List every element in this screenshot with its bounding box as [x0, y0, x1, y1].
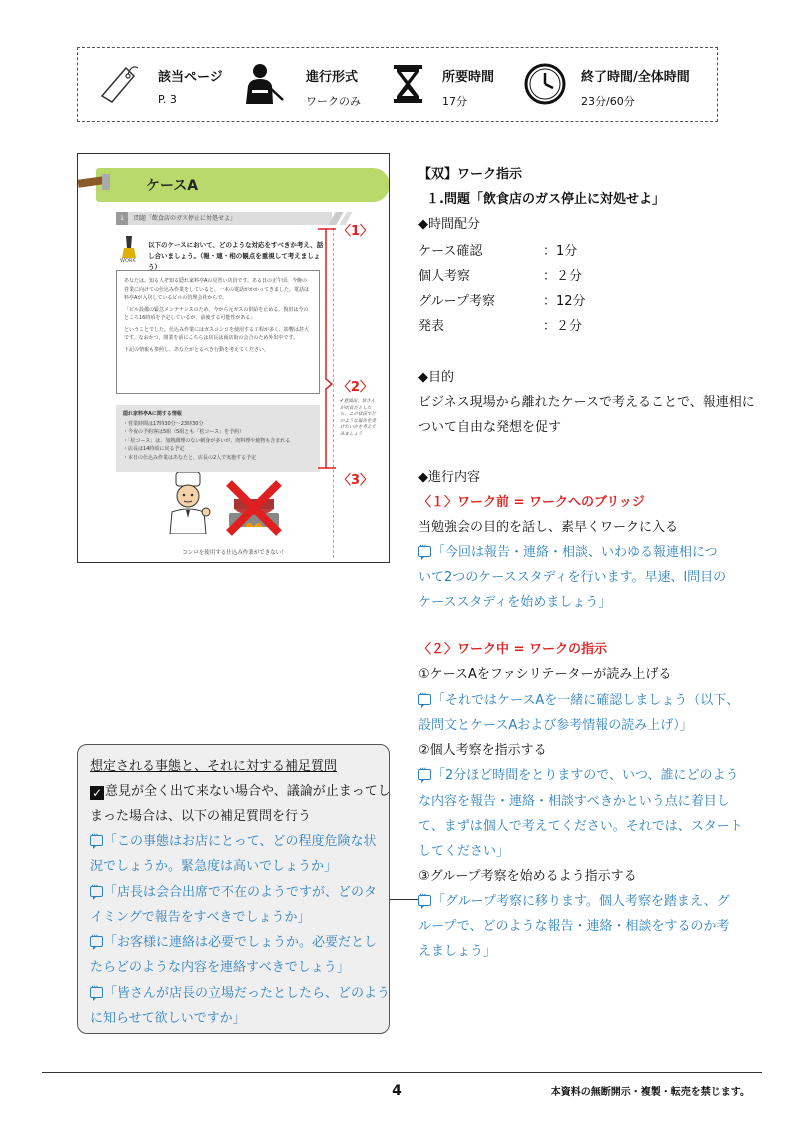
supplement-question — [90, 881, 377, 900]
case-paragraph: 「ビル設備の緊急メンテナンスのため、今から元ガスの供給を止める。復旧は今のところ16時頃を予定しているが、前後する可能性がある」 — [124, 306, 309, 321]
reference-item: ・「松コース」は、加熱調理のない刺身が多いが、肉料理や焼物も含まれる — [123, 437, 291, 444]
check-text: 意見が全く出て来ない場合や、議論が止まってし — [105, 784, 391, 799]
supplement-box — [77, 744, 390, 1034]
allocation-row — [418, 290, 718, 309]
purpose-title: ◆目的 — [418, 370, 454, 385]
allocation-name: 個人考察 — [418, 269, 471, 284]
tag-icon — [96, 62, 140, 106]
case-text-box — [116, 270, 320, 394]
question-text: 「店長は会合出席で不在のようですが、どのタ — [104, 885, 378, 900]
allocation-time: ：２分 — [543, 269, 583, 284]
presenter-icon — [240, 62, 284, 106]
instructions-heading: 【双】ワーク指示 — [418, 167, 523, 182]
step2-c-quote-line: ループで、どのような報告・連絡・相談をするのか考 — [418, 919, 730, 934]
step1-quote-line: ケーススタディを始めましょう」 — [418, 595, 612, 610]
supplement-question — [90, 982, 390, 1001]
allocation-time: ：２分 — [543, 319, 583, 334]
allocation-row — [418, 315, 718, 334]
step1-text: 当勉強会の目的を話し、素早くワークに入る — [418, 520, 679, 535]
supplement-question — [90, 931, 377, 950]
question-bar — [116, 212, 332, 225]
header-value: ワークのみ — [306, 95, 361, 108]
header-value: 17分 — [442, 95, 467, 108]
header-label: 該当ページ — [158, 70, 223, 85]
allocation-row — [418, 240, 718, 259]
allocation-name: ケース確認 — [418, 244, 483, 259]
case-a-thumbnail — [77, 153, 390, 563]
speech-bubble-icon — [90, 936, 103, 947]
paintbrush-icon — [78, 164, 126, 204]
supplement-question: イミングで報告をすべきでしょうか」 — [90, 910, 311, 925]
header-end-time — [523, 48, 719, 123]
connector-line — [390, 899, 418, 900]
case-banner-title: ケースA — [146, 178, 199, 194]
work-instruction: 以下のケースにおいて、どのような対応をすべきか考え、話し合いましょう。（報・連・相の観点を重視して考えましょう） — [148, 241, 324, 271]
speech-bubble-icon — [90, 886, 103, 897]
reference-item: ・今夜の予約客は5組（5組とも「松コース」を予約） — [123, 429, 245, 435]
supplement-question: たらどのような内容を連絡すべきでしょう」 — [90, 960, 350, 975]
supplement-check-line: まった場合は、以下の補足質問を行う — [90, 809, 312, 824]
info-header — [77, 47, 718, 122]
speech-bubble-icon — [418, 546, 431, 557]
quote-text: 「2分ほど時間をとりますので、いつ、誰にどのよう — [432, 768, 739, 783]
reference-item: ・営業時間は17時30分〜23時30分 — [123, 420, 204, 427]
reference-item: ・店長は14時頃に戻る予定 — [123, 446, 185, 452]
section-brackets — [316, 224, 336, 476]
supplement-title: 想定される事態と、それに対する補足質問 — [90, 759, 338, 774]
question-text: 問題「飲食店のガス停止に対処せよ」 — [134, 215, 237, 222]
case-paragraph: 下記の情報も参照し、あなたがとるべき行動を考えてください。 — [124, 346, 270, 353]
supplement-question: 況でしょうか。緊急度は高いでしょうか」 — [90, 859, 338, 874]
question-text: 「皆さんが店長の立場だったとしたら、どのよう — [104, 986, 391, 1001]
step2-c-quote-line: えましょう」 — [418, 944, 497, 959]
speech-bubble-icon — [418, 694, 431, 705]
allocation-name: 発表 — [418, 319, 445, 334]
step2-b-quote-line: な内容を報告・連絡・相談すべきかという点に着目し — [418, 794, 730, 809]
problem-title: １.問題「飲食店のガス停止に対処せよ」 — [426, 192, 665, 207]
reference-item: ・本日の仕込み作業はあなたと、店長の2人で実施する予定 — [123, 454, 257, 461]
side-note: ✔意図出：皆さんが店長だとしたら、この状況でどのような報告を受けたいかを考えてみましょう — [340, 399, 376, 437]
no-stove-icon — [223, 479, 285, 537]
allocation-time: ：1分 — [543, 244, 578, 259]
supplement-check-line — [90, 780, 391, 800]
reference-info-box — [116, 405, 320, 472]
bracket-label-1: 〈1〉 — [338, 224, 374, 239]
thumbnail-caption: コンロを使用する仕込み作業ができない！ — [182, 550, 287, 556]
progress-title: ◆進行内容 — [418, 470, 480, 485]
bracket-label-2: 〈2〉 — [338, 380, 374, 395]
question-number: 1 — [116, 212, 128, 225]
speech-bubble-icon — [90, 987, 103, 998]
header-page — [78, 48, 238, 123]
page-number: 4 — [392, 1083, 402, 1099]
step2-a-quote-line — [418, 689, 739, 708]
reference-title: 隠れ家料亭Aに関する情報 — [123, 411, 182, 417]
step2-title: 〈２〉ワーク中 = ワークの指示 — [418, 642, 607, 657]
step2-c: ③グループ考察を始めるよう指示する — [418, 869, 637, 884]
quote-text: 「それではケースAを一緒に確認しましょう（以下、 — [432, 693, 740, 708]
allocation-title: ◆時間配分 — [418, 217, 480, 232]
step2-b-quote-line — [418, 764, 739, 783]
bracket-label-3: 〈3〉 — [338, 473, 374, 488]
step1-quote-line: いて2つのケーススタディを行います。早速、l問目の — [418, 570, 727, 585]
speech-bubble-icon — [418, 769, 431, 780]
header-duration — [388, 48, 523, 123]
quote-text: 「グループ考察に移ります。個人考察を踏まえ、グ — [432, 894, 730, 909]
work-label: WORK — [120, 258, 136, 264]
step2-b-quote-line: してください」 — [418, 844, 510, 859]
case-paragraph: あなたは、知る人ぞ知る隠れ家料亭Aの見習い店員です。ある日の正午頃、今晩の営業に向けての仕込み作業をしていると、一本の電話がかかってきました。電話は料亭Aが入居しているビルの管理会社からで、 — [124, 278, 310, 301]
header-label: 進行形式 — [306, 70, 359, 85]
question-text: 「お客様に連絡は必要でしょうか。必要だとし — [104, 935, 378, 950]
case-paragraph: ということでした。仕込み作業にはガスコンロを使用する工程が多く、影響は甚大です。なおかつ、閉業を前にこちらは店長は商店街の会合のため外出中です。 — [124, 326, 309, 341]
speech-bubble-icon — [418, 895, 431, 906]
chef-illustration — [164, 472, 212, 534]
supplement-question: に知らせて欲しいですか」 — [90, 1011, 246, 1026]
header-format — [238, 48, 388, 123]
step2-a: ①ケースAをファシリテーターが読み上げる — [418, 667, 672, 682]
step2-b: ②個人考察を指示する — [418, 743, 547, 758]
header-value: 23分/60分 — [581, 95, 635, 108]
hourglass-icon — [386, 62, 430, 106]
allocation-row — [418, 265, 718, 284]
quote-text: 「今回は報告・連絡・相談、いわゆる報連相につ — [432, 545, 718, 560]
question-text: 「この事態はお店にとって、どの程度危険な状 — [104, 834, 377, 849]
header-label: 所要時間 — [442, 70, 495, 85]
step1-quote-line — [418, 541, 718, 560]
purpose-line: ビジネス現場から離れたケースで考えることで、報連相に — [418, 395, 755, 410]
header-value: P. 3 — [158, 93, 177, 106]
copyright-notice: 本資料の無断開示・複製・転売を禁じます。 — [550, 1087, 750, 1098]
checkbox-icon: ✓ — [91, 786, 103, 800]
step2-a-quote-line: 設問文とケースAおよび参考情報の読み上げ）」 — [418, 718, 693, 733]
supplement-question — [90, 830, 376, 849]
allocation-name: グループ考察 — [418, 294, 495, 309]
step2-c-quote-line — [418, 890, 730, 909]
step2-b-quote-line: て、まずは個人で考えてください。それでは、スタート — [418, 819, 743, 834]
header-label: 終了時間/全体時間 — [581, 70, 690, 85]
footer-rule — [42, 1072, 762, 1073]
clock-icon — [523, 62, 567, 106]
step1-title: 〈１〉ワーク前 = ワークへのブリッジ — [418, 495, 645, 510]
speech-bubble-icon — [90, 835, 103, 846]
allocation-time: ：12分 — [543, 294, 586, 309]
purpose-line: ついて自由な発想を促す — [418, 420, 562, 435]
case-banner — [96, 168, 390, 202]
